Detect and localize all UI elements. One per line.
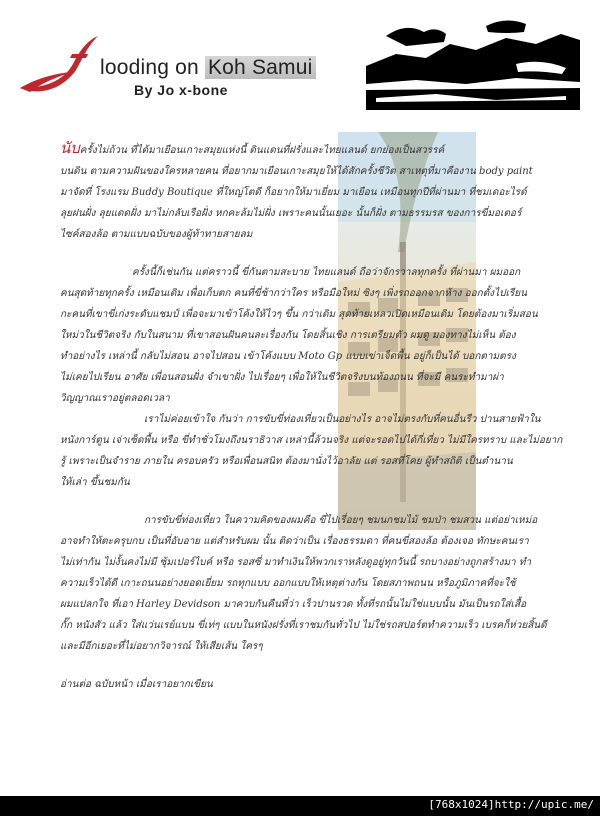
- paragraph-line: นับครั้งไม่ถ้วน ที่ได้มาเยือนเกาะสมุยแห่งนี้ ดินแดนที่ฝรั่งและไทยแลนด์ ยกย่องเป็นสวรรค์: [60, 139, 445, 157]
- paragraph-line: ทำอย่างไร เหล่านี้ กลับไม่สอน อาจไปสอน เข้าโค้งแบบ Moto Gp แบบเข่าเจ็ดพื้น อยู่ก็เป็นได้ บอกตามตรง: [60, 351, 516, 362]
- swoosh-f-logo-icon: [14, 30, 104, 100]
- closing-line: อ่านต่อ ฉบับหน้า เมื่อเราอยากเขียน: [60, 679, 213, 690]
- paragraph-line: การขับขี่ท่องเที่ยว ในความคิดของผมคือ ขี่ไปเรื่อยๆ ชมนกชมไม้ ชมป่า ชมสวน แต่อย่าเหม่อ: [144, 515, 538, 526]
- paragraph-line: รู้ เพราะเป็นจำราย ภายใน ครอบครัว หรือเพื่อนสนิท ต้องมานั่งไว้อาลัย แต่ รอสที่โคย ผู้ทำสถิติ เป็นตำนาน: [60, 456, 513, 467]
- article-body: [60, 138, 596, 695]
- paragraph-line: ลุยฝนฝั่ง ลุยแดดฝั่ง มาไม่กลับเรือฝั่ง หกคะล้มไม่ฝั่ง เพราะคนนั้นเยอะ นั้นก็ฝั่ง ตามธรรมรส ของการขี่มอเตอร์: [60, 208, 522, 219]
- paragraph-line: ไม่เคยไปเรียน อาศัย เพื่อนสอนฝั่ง จำเขาฝั่ง ไปเรื่อยๆ เพื่อให้ในชีวิตจริงบนท้องถนน ที่จะมี คนระทำมาผ่า: [60, 372, 504, 383]
- paragraph-line: เราไม่ค่อยเข้าใจ กันว่า การขับขี่ท่องเที่ยวเป็นอย่างไร อาจไม่ตรงกับที่คนอื่นรีว ปานสายฟ้าใน: [144, 414, 541, 425]
- paragraph-line: กะคนที่เขาขี่เก่งระดับแชมป์ เพื่อจะมาเข้าโค้งให้ไวๆ ขึ้น กว่าเดิม สุดท้ายเหลวเปิดเหมือนเดิม โดยต้องมาเริ่มสอน: [60, 309, 538, 320]
- paragraph-line: อาจทำให้ตะครุบกบ เป็นที่อับอาย แต่สำหรับผม นั้น ติดว่าเป็น เรื่องธรรมดา ที่คนขี่สองล้อ ต้องเจอ ทักษะคนเรา: [60, 536, 529, 547]
- footer-bar: [0, 796, 600, 816]
- paragraph-line: วิญญาณเราอยู่ตลอดเวลา: [60, 393, 170, 404]
- paragraph-line: มาจัดที่ โรงแรม Buddy Boutique ที่ใหญ่โตดี ก็อยากให้มาเยี่ยม มาเยือน เหมือนทุกปีที่ผ่านมา ที่ชมเดอะไรด์: [60, 187, 527, 198]
- footer-watermark: [768x1024]http://upic.me/: [428, 798, 594, 811]
- paragraph-line: บนดิน ตามความฝันของใครหลายคน ที่อยากมาเยือนเกาะสมุยให้ได้สักครั้งชีวิต สาเหตุที่มาคืองาน body paint: [60, 166, 533, 177]
- paragraph-line: ไม่เท่ากัน ไม่งั้นคงไม่มี ซุ้มเปอร์ไบค์ หรือ รอสซี่ มาทำเงินให้พวกเราหลังดูอยู่ทุกวันนี้ รถบางอย่างถูกสร้างมา ทำ: [60, 557, 532, 568]
- drop-cap: นับ: [60, 139, 80, 157]
- paragraph-line: ครั้งนี้ก็เช่นกัน แต่คราวนี้ ขี่กันตามสะบาย ไทยแลนด์ ถือว่าจักรวาลทุกครั้ง ที่ผ่านมา ผมออก: [132, 267, 521, 278]
- paragraph-line: คนสุดท้ายทุกครั้ง เหมือนเดิม เพื่อเก็บตก คนที่ขี่ช้ากว่าใคร หรือมือใหม่ ซิงๆ เพิ่งรถออกจากห้าง ออกตั้งไปเรียน: [60, 288, 527, 299]
- article-header: [0, 0, 600, 120]
- lake-silhouette-photo: [366, 14, 580, 110]
- paragraph-line: กั๊ก หนังสัว แล้ว ใส่แว่นเรย์แบน ขี่เท่ๆ แบบในหนังฝรั่งที่เราชมกันทั่วไป ไม่ใช่รถสปอร์ตทำความเร็ว เบรคก็ห่วยสิ้นดี: [60, 620, 547, 631]
- paragraph-line: หนังการ์ตูน เจ่าเซ็ดพื้น หรือ ขี่ทำชั่วโมงถึงนราธิวาส เหล่านี้ล้วนจริง แต่จะรอดไปได้กี่เที่ยว ไม่มีใครทราบ และไม่อยาก: [60, 435, 563, 446]
- paragraph-line: ให้เล่า ขึ้นชมกัน: [60, 477, 130, 488]
- article-title: looding on Koh Samui: [100, 56, 316, 80]
- paragraph-line: ใหม่วในชีวิตจริง กับในสนาม ที่เขาสอนฝันคนละเรื่องกัน โดยสิ้นเชิง การเตรียมตัว ผมดู มองทางไม่เห็น ต้อง: [60, 330, 516, 341]
- paragraph-line: ผมแปลกใจ ที่เอา Harley Devidson มาควบกันคืนที่ว่า เร็วปานรวด ทั้งที่รถนั้นไม่ใช่แบบนั้น มันเป็นรถใส่เสื้อ: [60, 599, 527, 610]
- paragraph-line: และมีอีกเยอะที่ไม่อยากวิจารณ์ ให้เสียเส้น ใครๆ: [60, 641, 263, 652]
- paragraph-line: ไซค์สองล้อ ตามแบบฉบับของผู้ท้าทายสายลม: [60, 229, 253, 240]
- paragraph-line: ความเร็วได้ดี เกาะถนนอย่างยอดเยี่ยม รถทุกแบบ ออกแบบให้เหตุต่างกัน โดยสภาพถนน หรือภูมิภาคที่จะใช้: [60, 578, 516, 589]
- article-byline: By Jo x-bone: [134, 82, 228, 98]
